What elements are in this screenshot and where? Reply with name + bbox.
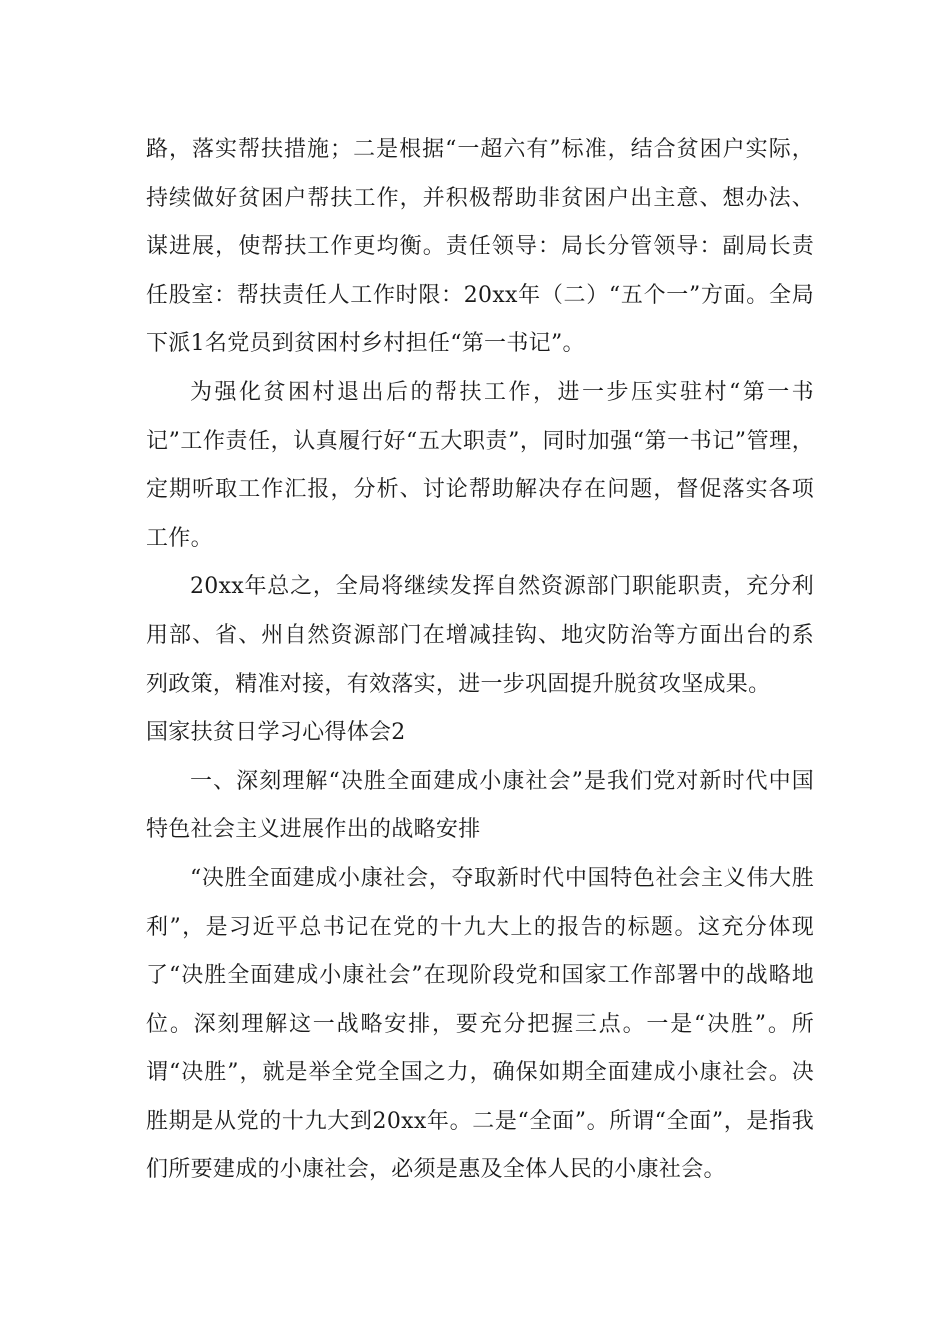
- document-body: [146, 126, 814, 1195]
- paragraph-continuation: 路，落实帮扶措施；二是根据“一超六有”标准，结合贫困户实际，持续做好贫困户帮扶工作，并积极帮助非贫困户出主意、想办法、谋进展，使帮扶工作更均衡。责任领导：局长分管领导：副局长责任股室：帮扶责任人工作时限：20xx年（二）“五个一”方面。全局下派1名党员到贫困村乡村担任“第一书记”。: [146, 137, 814, 357]
- section-heading-one: 一、深刻理解“决胜全面建成小康社会”是我们党对新时代中国特色社会主义进展作出的战略安排: [146, 768, 814, 843]
- paragraph-decisive-victory: “决胜全面建成小康社会，夺取新时代中国特色社会主义伟大胜利”，是习近平总书记在党的十九大上的报告的标题。这充分体现了“决胜全面建成小康社会”在现阶段党和国家工作部署中的战略地位。深刻理解这一战略安排，要充分把握三点。一是“决胜”。所谓“决胜”，就是举全党全国之力，确保如期全面建成小康社会。决胜期是从党的十九大到20xx年。二是“全面”。所谓“全面”，是指我们所要建成的小康社会，必须是惠及全体人民的小康社会。: [146, 865, 814, 1183]
- section-title: 国家扶贫日学习心得体会2: [146, 720, 406, 746]
- paragraph-summary: 20xx年总之，全局将继续发挥自然资源部门职能职责，充分利用部、省、州自然资源部门在增减挂钩、地灾防治等方面出台的系列政策，精准对接，有效落实，进一步巩固提升脱贫攻坚成果。: [146, 574, 814, 697]
- paragraph-first-secretary: 为强化贫困村退出后的帮扶工作，进一步压实驻村“第一书记”工作责任，认真履行好“五大职责”，同时加强“第一书记”管理，定期听取工作汇报，分析、讨论帮助解决存在问题，督促落实各项工作。: [146, 379, 814, 551]
